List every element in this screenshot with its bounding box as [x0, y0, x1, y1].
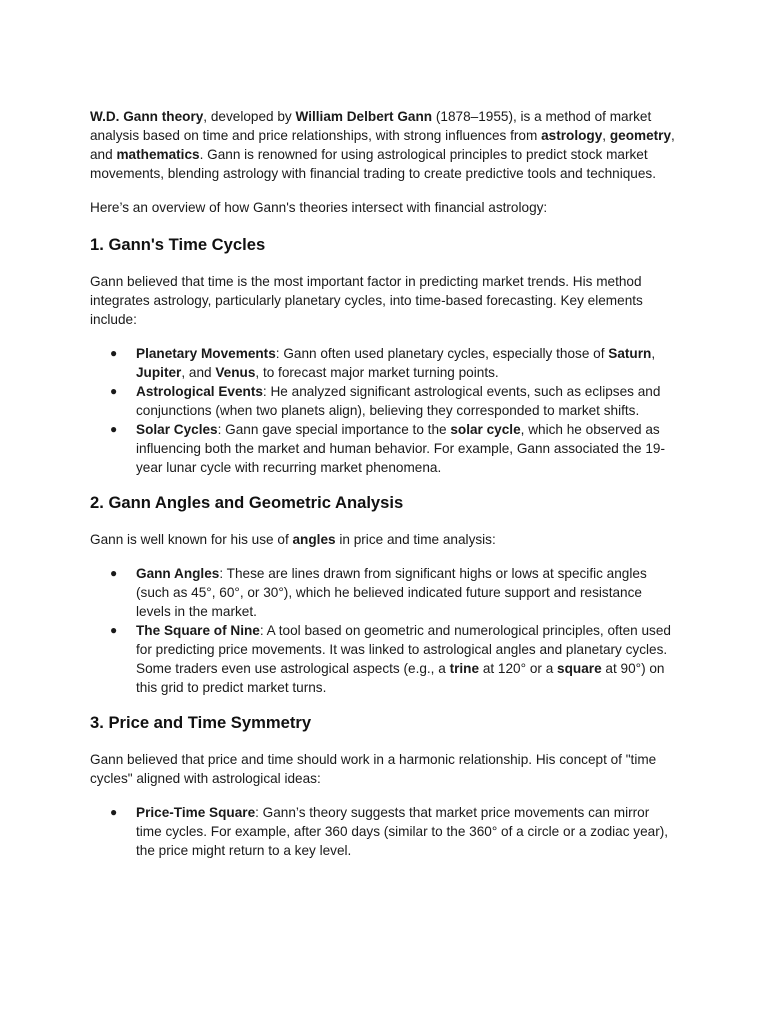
list-item-term: trine [449, 661, 480, 676]
list-item-text: at 120° or a [479, 661, 558, 676]
body-text: Gann is well known for his use of [90, 532, 293, 547]
bullet-icon: ● [110, 566, 118, 580]
list-item-term: The Square of Nine [136, 623, 260, 638]
list-item-term: Jupiter [136, 365, 182, 380]
list-item-text: : Gann’s theory suggests that market price movements can mirror time cycles. For example, after 360 days (similar to the 360° of a circle or a zodiac year), the price might return to a key level. [136, 805, 669, 858]
intro-term-geometry: geometry [609, 128, 672, 143]
section-3-body: Gann believed that price and time should work in a harmonic relationship. His concept of "time cycles" aligned with astrological ideas: [90, 752, 657, 786]
body-text: in price and time analysis: [335, 532, 496, 547]
list-item-text: at 90°) on this grid to predict market turns. [136, 661, 665, 695]
intro-text: , and [90, 128, 675, 162]
list-item-term: Planetary Movements [136, 346, 276, 361]
list-item-text: , to forecast major market turning points. [255, 365, 499, 380]
list-item [110, 344, 678, 382]
list-item-text: : Gann gave special importance to the [217, 422, 451, 437]
intro-term-gann-theory: W.D. Gann theory [90, 109, 204, 124]
list-item-text: : He analyzed significant astrological events, such as eclipses and conjunctions (when two planets align), believing they corresponded to market shifts. [136, 384, 661, 418]
intro-term-astrology: astrology [541, 128, 603, 143]
list-item-term: Price-Time Square [136, 805, 256, 820]
intro-text: (1878–1955), is a method of market analysis based on time and price relationships, with strong influences from [90, 109, 652, 143]
list-item-text: : These are lines drawn from significant highs or lows at specific angles (such as 45°, 60°, or 30°), which he believed indicated future support and resistance levels in the market. [136, 566, 647, 619]
list-item-term: solar cycle [450, 422, 521, 437]
bullet-icon: ● [110, 422, 118, 436]
section-3-list [90, 803, 678, 860]
section-2-body [90, 530, 678, 549]
list-item-term: Saturn [608, 346, 652, 361]
intro-paragraph [90, 107, 678, 183]
intro-text: , developed by [203, 109, 296, 124]
list-item-term: Astrological Events [136, 384, 263, 399]
list-item-term: square [557, 661, 602, 676]
section-1-list [90, 344, 678, 477]
section-3-heading: 3. Price and Time Symmetry [90, 713, 312, 732]
section-1-body: Gann believed that time is the most important factor in predicting market trends. His method integrates astrology, particularly planetary cycles, into time-based forecasting. Key elements include: [90, 274, 643, 327]
bullet-icon: ● [110, 384, 118, 398]
section-1-heading: 1. Gann's Time Cycles [90, 235, 266, 254]
list-item-term: Gann Angles [136, 566, 220, 581]
bullet-icon: ● [110, 346, 118, 360]
list-item-text: , which he observed as influencing both the market and human behavior. For example, Gann associated the 19-year lunar cycle with recurring market phenomena. [136, 422, 665, 475]
overview-paragraph: Here’s an overview of how Gann's theories intersect with financial astrology: [90, 200, 548, 215]
list-item [110, 621, 678, 697]
intro-text: . Gann is renowned for using astrological principles to predict stock market movements, blending astrology with financial trading to create predictive tools and techniques. [90, 147, 656, 181]
list-item-text: : Gann often used planetary cycles, especially those of [275, 346, 609, 361]
list-item-text: : A tool based on geometric and numerological principles, often used for predicting price movements. It was linked to astrological angles and planetary cycles. Some traders even use astrological aspects (e.g., a [136, 623, 671, 676]
list-item-text: , [651, 346, 656, 361]
list-item [110, 420, 678, 477]
bullet-icon: ● [110, 805, 118, 819]
section-2-list [90, 564, 678, 697]
list-item-term: Venus [215, 365, 256, 380]
intro-term-william-gann: William Delbert Gann [295, 109, 433, 124]
intro-text: , [602, 128, 610, 143]
section-2-heading: 2. Gann Angles and Geometric Analysis [90, 493, 404, 512]
list-item [110, 382, 678, 420]
bullet-icon: ● [110, 623, 118, 637]
list-item [110, 564, 678, 621]
list-item-text: , and [181, 365, 216, 380]
body-term: angles [292, 532, 336, 547]
intro-term-mathematics: mathematics [116, 147, 200, 162]
list-item-term: Solar Cycles [136, 422, 218, 437]
list-item [110, 803, 678, 860]
